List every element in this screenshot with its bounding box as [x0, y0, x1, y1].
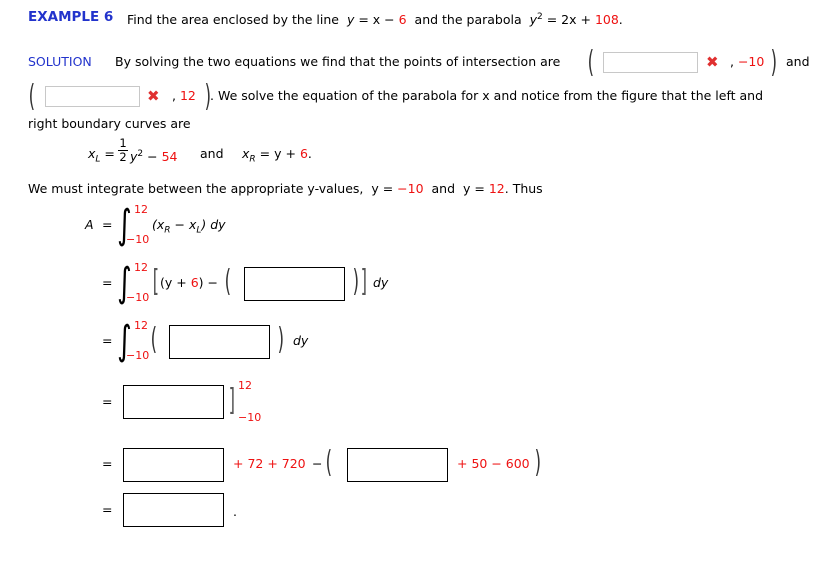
paren-close: ): [534, 445, 542, 480]
period: .: [233, 504, 237, 519]
integrand: $(x_R - x_L)$ dy: [152, 217, 226, 236]
antiderivative-input[interactable]: [123, 385, 224, 419]
integral-sign: ∫: [117, 318, 132, 364]
fraction: 1 2: [119, 136, 127, 164]
solution-text: By solving the two equations we find that the points of intersection are: [115, 54, 561, 69]
bracket-close: ]: [360, 264, 368, 299]
upper-limit: 12: [134, 203, 148, 216]
integral-sign: ∫: [117, 202, 132, 248]
solution-text-2: . We solve the equation of the parabola for x and notice from the figure that the left and: [210, 88, 764, 103]
paren-open: (: [28, 79, 36, 114]
solution-label: SOLUTION: [28, 54, 92, 69]
lower-limit: −10: [126, 233, 150, 246]
lower-limit: −10: [238, 411, 262, 424]
plus-72-720: + 72 + 720: [233, 456, 306, 471]
equals: =: [102, 275, 113, 290]
equals: =: [102, 333, 113, 348]
paren-close: ): [770, 45, 778, 80]
x-mark-icon: ✖: [706, 53, 719, 71]
equals: =: [102, 456, 113, 471]
integrand-xl-input[interactable]: [244, 267, 345, 301]
paren-open: (: [150, 322, 158, 357]
upper-limit: 12: [134, 261, 148, 274]
dy: dy: [293, 333, 309, 348]
final-area-input[interactable]: [123, 493, 224, 527]
paren-open: (: [325, 445, 333, 480]
paren-open: (: [587, 45, 595, 80]
minus: −: [312, 456, 323, 471]
area-label: A: [85, 217, 94, 232]
integral-sign: ∫: [117, 260, 132, 306]
xl-rhs: $y^2 - 54$: [130, 149, 178, 165]
and-text: and: [786, 54, 810, 69]
intersection-y1: , −10: [730, 54, 765, 69]
equals: =: [102, 217, 113, 232]
bracket-open: [: [152, 264, 160, 299]
xr-formula: $x_R = y + 6$.: [242, 146, 312, 165]
xl-formula: $x_L$ =: [88, 146, 115, 165]
paren-close: ): [352, 264, 360, 299]
equals: =: [102, 394, 113, 409]
equals: =: [102, 502, 113, 517]
dy: dy: [373, 275, 389, 290]
paren-open: (: [224, 264, 232, 299]
eval-bracket: ]: [228, 383, 236, 418]
lower-eval-input[interactable]: [347, 448, 448, 482]
plus-50-600: + 50 − 600: [457, 456, 530, 471]
paren-close: ): [204, 79, 212, 114]
y-plus-6: (y + 6) −: [160, 275, 218, 290]
lower-limit: −10: [126, 291, 150, 304]
integrand-simplified-input[interactable]: [169, 325, 270, 359]
example-text: Find the area enclosed by the line y = x − 6 and the parabola $y^2 = 2x + 108$.: [127, 12, 623, 28]
intersection-y2: , 12: [172, 88, 196, 103]
example-label: EXAMPLE 6: [28, 9, 114, 25]
integrate-text: We must integrate between the appropriate y-values, y = −10 and y = 12. Thus: [28, 181, 543, 196]
intersection-x2-input[interactable]: [45, 86, 140, 107]
upper-limit: 12: [134, 319, 148, 332]
paren-close: ): [277, 322, 285, 357]
and-text: and: [200, 146, 224, 161]
intersection-x1-input[interactable]: [603, 52, 698, 73]
lower-limit: −10: [126, 349, 150, 362]
solution-text-3: right boundary curves are: [28, 116, 191, 131]
x-mark-icon: ✖: [147, 87, 160, 105]
upper-limit: 12: [238, 379, 252, 392]
upper-eval-input[interactable]: [123, 448, 224, 482]
